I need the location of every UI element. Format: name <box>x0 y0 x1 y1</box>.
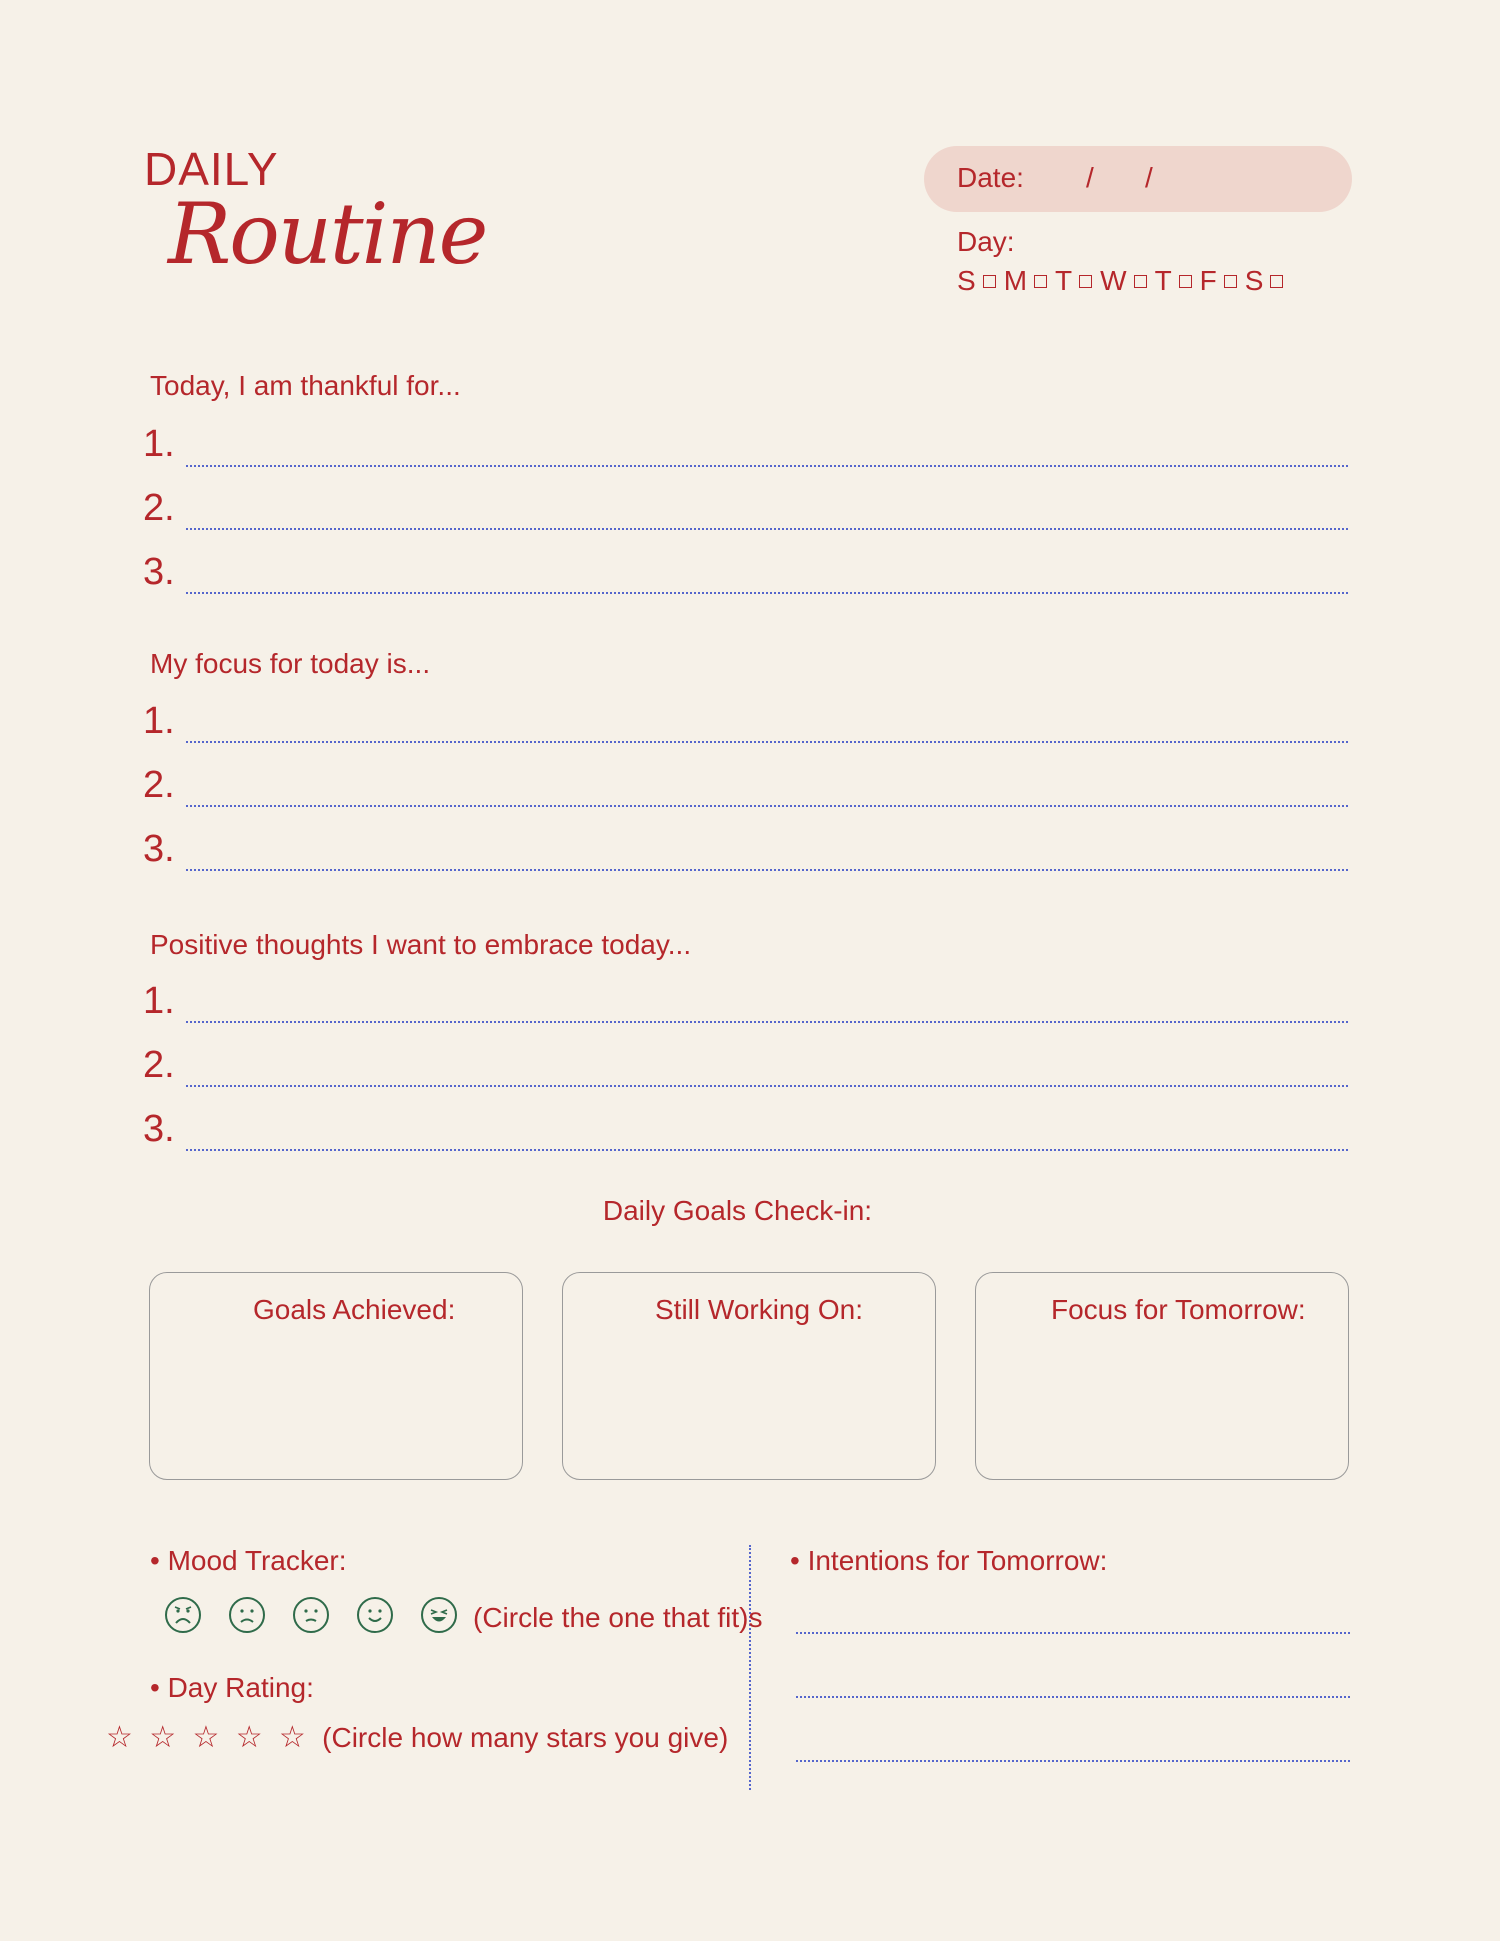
title-routine: Routine <box>168 185 487 283</box>
star-icons[interactable]: ☆ ☆ ☆ ☆ ☆ <box>106 1721 310 1754</box>
checkbox[interactable] <box>1224 275 1237 288</box>
write-line[interactable] <box>186 1021 1348 1023</box>
write-line[interactable] <box>186 592 1348 594</box>
very-sad-face-icon[interactable] <box>165 1597 201 1633</box>
date-label: Date: <box>957 162 1024 193</box>
goals-title: Daily Goals Check-in: <box>602 1195 873 1226</box>
item-number: 3. <box>143 551 175 593</box>
checkbox[interactable] <box>1034 275 1047 288</box>
frown-face-icon[interactable] <box>293 1597 329 1633</box>
checkbox[interactable] <box>1134 275 1147 288</box>
weekday-monday[interactable]: M <box>1004 265 1047 297</box>
rating-note: (Circle how many stars you give) <box>322 1722 729 1753</box>
item-number: 1. <box>143 980 175 1022</box>
item-number: 2. <box>143 487 175 529</box>
day-rating-label: • Day Rating: <box>150 1672 314 1703</box>
goals-achieved-label: Goals Achieved: <box>253 1294 456 1325</box>
laughing-face-icon[interactable] <box>421 1597 457 1633</box>
column-divider <box>749 1545 751 1790</box>
write-line[interactable] <box>186 869 1348 871</box>
write-line[interactable] <box>186 741 1348 743</box>
date-separator: / <box>1086 162 1094 193</box>
weekday-tuesday[interactable]: T <box>1055 265 1092 297</box>
day-label: Day: <box>957 226 1015 257</box>
mood-tracker-label: • Mood Tracker: <box>150 1545 347 1576</box>
still-working-label: Still Working On: <box>655 1294 863 1325</box>
title-daily: DAILY <box>144 143 279 195</box>
rating-stars <box>106 1720 728 1755</box>
weekday-wednesday[interactable]: W <box>1100 265 1146 297</box>
item-number: 1. <box>143 700 175 742</box>
write-line[interactable] <box>796 1696 1350 1698</box>
write-line[interactable] <box>186 528 1348 530</box>
smile-face-icon[interactable] <box>357 1597 393 1633</box>
write-line[interactable] <box>796 1760 1350 1762</box>
date-separator: / <box>1145 162 1153 193</box>
checkbox[interactable] <box>1179 275 1192 288</box>
write-line[interactable] <box>186 465 1348 467</box>
item-number: 1. <box>143 423 175 465</box>
write-line[interactable] <box>186 805 1348 807</box>
write-line[interactable] <box>796 1632 1350 1634</box>
weekday-saturday[interactable]: S <box>1245 265 1284 297</box>
weekday-checkboxes <box>957 265 1291 297</box>
item-number: 3. <box>143 1108 175 1150</box>
weekday-friday[interactable]: F <box>1200 265 1237 297</box>
checkbox[interactable] <box>983 275 996 288</box>
section-heading-focus: My focus for today is... <box>150 648 431 679</box>
section-heading-positive: Positive thoughts I want to embrace today... <box>150 929 692 960</box>
weekday-sunday[interactable]: S <box>957 265 996 297</box>
item-number: 3. <box>143 828 175 870</box>
item-number: 2. <box>143 1044 175 1086</box>
checkbox[interactable] <box>1079 275 1092 288</box>
item-number: 2. <box>143 764 175 806</box>
section-heading-thankful: Today, I am thankful for... <box>150 370 461 401</box>
sad-face-icon[interactable] <box>229 1597 265 1633</box>
mood-note: (Circle the one that fit)s <box>473 1602 763 1633</box>
intentions-label: • Intentions for Tomorrow: <box>790 1545 1108 1576</box>
focus-tomorrow-label: Focus for Tomorrow: <box>1051 1294 1306 1325</box>
write-line[interactable] <box>186 1149 1348 1151</box>
weekday-thursday[interactable]: T <box>1155 265 1192 297</box>
write-line[interactable] <box>186 1085 1348 1087</box>
checkbox[interactable] <box>1270 275 1283 288</box>
